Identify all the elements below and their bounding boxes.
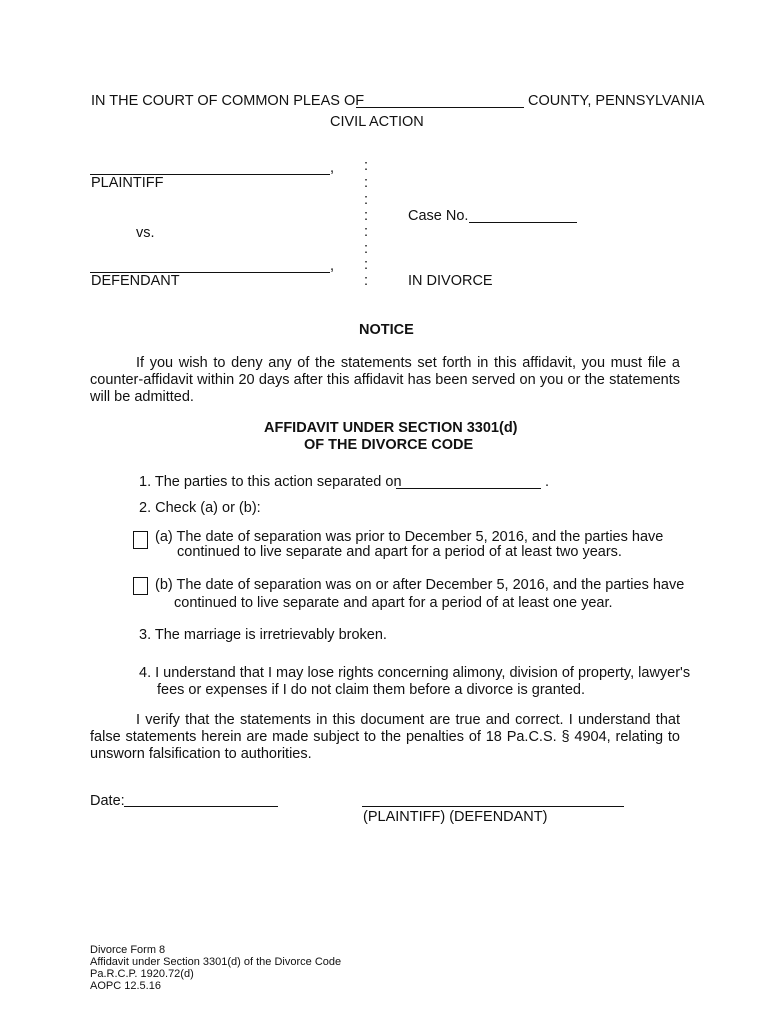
court-prefix: IN THE COURT OF COMMON PLEAS OF [91, 93, 365, 109]
signature-blank[interactable] [362, 806, 624, 807]
caption-colon: : [363, 192, 369, 208]
verification-text: I verify that the statements in this document are true and correct. I understand that false statements herein are made subject to the penalties of 18 Pa.C.S. § 4904, relating to unsworn falsification to authorities. [90, 712, 680, 762]
footer-aopc: AOPC 12.5.16 [90, 980, 161, 992]
case-no-label: Case No. [408, 208, 469, 224]
footer-form-title: Affidavit under Section 3301(d) of the Divorce Code [90, 956, 342, 968]
item4-line1: 4. I understand that I may lose rights concerning alimony, division of property, lawyer's [139, 665, 691, 681]
item4-line2: fees or expenses if I do not claim them before a divorce is granted. [157, 682, 585, 698]
county-blank[interactable] [356, 107, 524, 108]
civil-action-heading: CIVIL ACTION [330, 114, 424, 130]
plaintiff-label: PLAINTIFF [91, 175, 164, 191]
date-blank[interactable] [124, 806, 278, 807]
option-b-line1: (b) The date of separation was on or after December 5, 2016, and the parties have [155, 577, 685, 593]
party-label: (PLAINTIFF) (DEFENDANT) [363, 809, 548, 825]
date-label: Date: [90, 793, 125, 809]
affidavit-title-line1: AFFIDAVIT UNDER SECTION 3301(d) [264, 420, 518, 436]
in-divorce-label: IN DIVORCE [408, 273, 493, 289]
caption-colon: : [363, 158, 369, 174]
caption-colon: : [363, 208, 369, 224]
caption-colon: : [363, 241, 369, 257]
affidavit-title-line2: OF THE DIVORCE CODE [304, 437, 474, 453]
notice-title: NOTICE [359, 322, 414, 338]
item2-text: 2. Check (a) or (b): [139, 500, 261, 516]
item1-period: . [545, 474, 550, 490]
case-no-blank[interactable] [469, 222, 577, 223]
vs-label: vs. [136, 225, 155, 241]
footer-form-name: Divorce Form 8 [90, 944, 166, 956]
footer-rule-citation: Pa.R.C.P. 1920.72(d) [90, 968, 194, 980]
court-suffix: COUNTY, PENNSYLVANIA [528, 93, 705, 109]
option-a-checkbox[interactable] [133, 531, 148, 549]
caption-colon: : [363, 175, 369, 191]
defendant-label: DEFENDANT [91, 273, 180, 289]
option-a-line2: continued to live separate and apart for a period of at least two years. [177, 544, 622, 560]
option-a-line1: (a) The date of separation was prior to December 5, 2016, and the parties have [155, 529, 664, 545]
option-b-checkbox[interactable] [133, 577, 148, 595]
item3-text: 3. The marriage is irretrievably broken. [139, 627, 387, 643]
notice-text: If you wish to deny any of the statements set forth in this affidavit, you must file a counter-affidavit within 20 days after this affidavit has been served on you or the statements will be admitted. [90, 355, 680, 405]
separation-date-blank[interactable] [396, 488, 541, 489]
caption-colon: : [363, 273, 369, 289]
defendant-comma: , [330, 258, 335, 274]
option-b-line2: continued to live separate and apart for a period of at least one year. [174, 595, 613, 611]
item1-text: 1. The parties to this action separated on [139, 474, 402, 490]
plaintiff-comma: , [330, 160, 335, 176]
caption-colon: : [363, 257, 369, 273]
caption-colon: : [363, 224, 369, 240]
